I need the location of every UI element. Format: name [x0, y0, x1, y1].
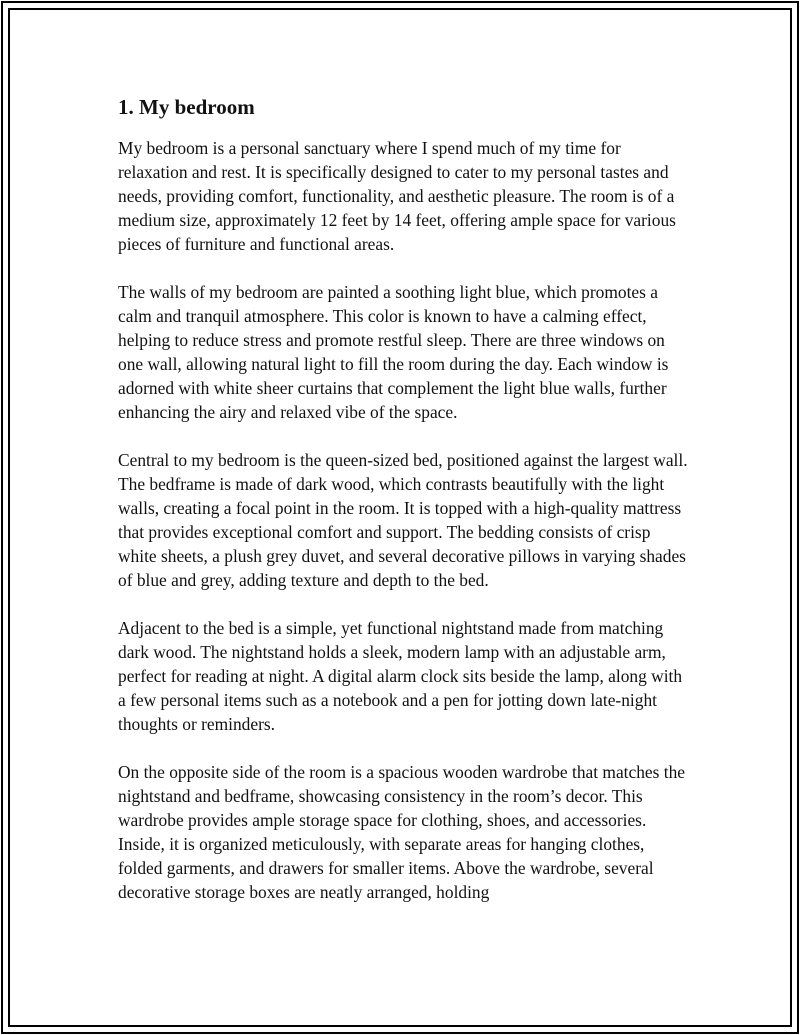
paragraph-spacer: [118, 256, 688, 280]
paragraph-spacer: [118, 736, 688, 760]
section-heading: 1. My bedroom: [118, 95, 255, 119]
paragraph-walls: The walls of my bedroom are painted a soothing light blue, which promotes a calm and tranquil atmosphere. This color is known to have a calming effect, helping to reduce stress and promote restful sleep. There are three windows on one wall, allowing natural light to fill the room during the day. Each window is adorned with white sheer curtains that complement the light blue walls, further enhancing the airy and relaxed vibe of the space.: [118, 282, 669, 422]
paragraph-wardrobe: On the opposite side of the room is a spacious wooden wardrobe that matches the nightstand and bedframe, showcasing consistency in the room’s decor. This wardrobe provides ample storage space for clothing, shoes, and accessories. Inside, it is organized meticulously, with separate areas for hanging clothes, folded garments, and drawers for smaller items. Above the wardrobe, several decorative storage boxes are neatly arranged, holding: [118, 762, 685, 902]
paragraph-spacer: [118, 424, 688, 448]
paragraph-bed: Central to my bedroom is the queen-sized bed, positioned against the largest wall. The bedframe is made of dark wood, which contrasts beautifully with the light walls, creating a focal point in the room. It is topped with a high-quality mattress that provides exceptional comfort and support. The bedding consists of crisp white sheets, a plush grey duvet, and several decorative pillows in varying shades of blue and grey, adding texture and depth to the bed.: [118, 450, 688, 590]
heading-spacer: [118, 122, 688, 136]
document-body: [118, 92, 688, 904]
paragraph-spacer: [118, 592, 688, 616]
paragraph-intro: My bedroom is a personal sanctuary where I spend much of my time for relaxation and rest. It is specifically designed to cater to my personal tastes and needs, providing comfort, functionality, and aesthetic pleasure. The room is of a medium size, approximately 12 feet by 14 feet, offering ample space for various pieces of furniture and functional areas.: [118, 138, 676, 254]
paragraph-nightstand: Adjacent to the bed is a simple, yet functional nightstand made from matching dark wood. The nightstand holds a sleek, modern lamp with an adjustable arm, perfect for reading at night. A digital alarm clock sits beside the lamp, along with a few personal items such as a notebook and a pen for jotting down late-night thoughts or reminders.: [118, 618, 683, 734]
